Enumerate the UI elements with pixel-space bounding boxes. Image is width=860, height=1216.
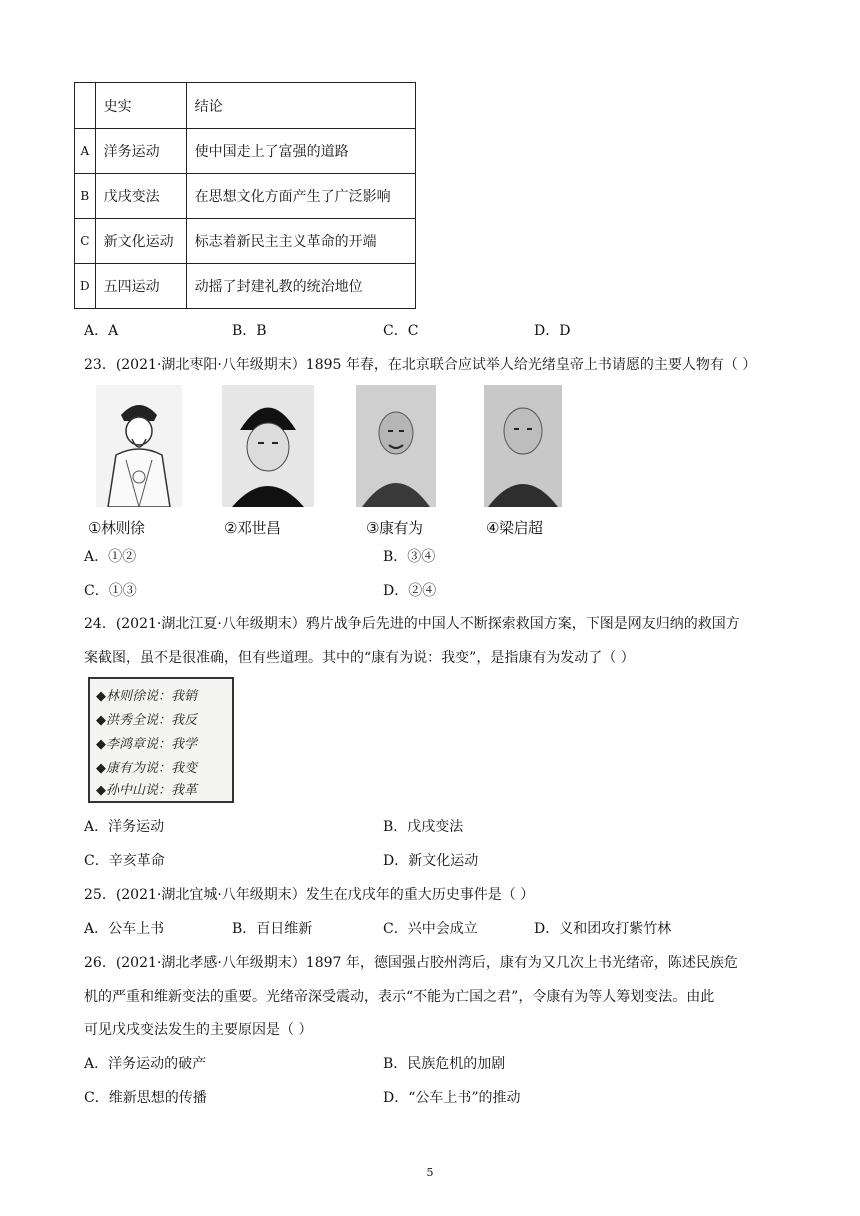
row-label: B xyxy=(75,174,96,219)
table-row xyxy=(75,129,416,174)
caption-kang-youwei: ③康有为 xyxy=(366,519,423,537)
q24-option-a: A．洋务运动 xyxy=(84,819,165,835)
table-row xyxy=(75,219,416,264)
table-row xyxy=(75,264,416,309)
table-header-row xyxy=(75,83,416,129)
q22-option-d: D．D xyxy=(534,323,571,339)
history-table xyxy=(74,82,416,309)
table-header-fact: 史实 xyxy=(95,83,186,129)
q24-option-b: B．戊戌变法 xyxy=(383,819,464,835)
portrait-lin-zexu xyxy=(96,385,182,507)
row-fact: 新文化运动 xyxy=(95,219,186,264)
q26-option-a: A．洋务运动的破产 xyxy=(84,1056,207,1072)
q26-option-c: C．维新思想的传播 xyxy=(84,1090,207,1106)
q22-option-a: A．A xyxy=(84,323,119,339)
q24-option-d: D．新文化运动 xyxy=(383,853,479,869)
portrait-deng-shichang xyxy=(222,385,314,507)
q23-option-a: A．①② xyxy=(84,549,137,565)
q26-stem-line3: 可见戊戌变法发生的主要原因是（ ） xyxy=(84,1022,313,1038)
box-line: ◆洪秀全说：我反 xyxy=(96,713,197,728)
row-label: D xyxy=(75,264,96,309)
q25-stem: 25．(2021·湖北宜城·八年级期末）发生在戊戌年的重大历史事件是（ ） xyxy=(84,887,535,903)
q22-option-b: B．B xyxy=(232,323,267,339)
q26-stem-line2: 机的严重和维新变法的重要。光绪帝深受震动，表示“不能为亡国之君”，令康有为等人筹划变法。由此 xyxy=(84,989,715,1005)
row-fact: 洋务运动 xyxy=(95,129,186,174)
salvation-plan-screenshot xyxy=(88,677,234,803)
q22-option-c: C．C xyxy=(383,323,419,339)
row-conclusion: 标志着新民主主义革命的开端 xyxy=(186,219,415,264)
row-conclusion: 动摇了封建礼教的统治地位 xyxy=(186,264,415,309)
row-conclusion: 在思想文化方面产生了广泛影响 xyxy=(186,174,415,219)
q25-option-b: B．百日维新 xyxy=(232,921,313,937)
caption-liang-qichao: ④梁启超 xyxy=(486,519,543,537)
q25-option-c: C．兴中会成立 xyxy=(383,921,478,937)
q25-option-d: D．义和团攻打紫竹林 xyxy=(534,921,672,937)
row-label: A xyxy=(75,129,96,174)
q23-option-d: D．②④ xyxy=(383,583,437,599)
q26-option-b: B．民族危机的加剧 xyxy=(383,1056,506,1072)
box-line: ◆李鸿章说：我学 xyxy=(96,737,197,752)
q23-option-c: C．①③ xyxy=(84,583,137,599)
page-number: 5 xyxy=(426,1166,434,1179)
row-fact: 戊戌变法 xyxy=(95,174,186,219)
box-line: ◆孙中山说：我革 xyxy=(96,783,197,798)
q25-option-a: A．公车上书 xyxy=(84,921,165,937)
caption-lin-zexu: ①林则徐 xyxy=(88,519,145,537)
portrait-kang-youwei xyxy=(356,385,436,507)
caption-deng-shichang: ②邓世昌 xyxy=(224,519,281,537)
q23-stem: 23．(2021·湖北枣阳·八年级期末）1895 年春，在北京联合应试举人给光绪皇帝上书请愿的主要人物有（ ） xyxy=(84,357,757,373)
q26-option-d: D．“公车上书”的推动 xyxy=(383,1090,521,1106)
q24-stem-line1: 24．(2021·湖北江夏·八年级期末）鸦片战争后先进的中国人不断探索救国方案，下图是网友归纳的救国方 xyxy=(84,616,740,632)
table-header-conclusion: 结论 xyxy=(186,83,415,129)
q24-option-c: C．辛亥革命 xyxy=(84,853,165,869)
table-header-label xyxy=(75,83,96,129)
box-line: ◆林则徐说：我销 xyxy=(96,689,197,704)
row-fact: 五四运动 xyxy=(95,264,186,309)
q24-stem-line2: 案截图，虽不是很准确，但有些道理。其中的“康有为说：我变”，是指康有为发动了（ ） xyxy=(84,650,635,666)
portrait-liang-qichao xyxy=(484,385,562,507)
box-line: ◆康有为说：我变 xyxy=(96,761,197,776)
row-label: C xyxy=(75,219,96,264)
row-conclusion: 使中国走上了富强的道路 xyxy=(186,129,415,174)
q26-stem-line1: 26．(2021·湖北孝感·八年级期末）1897 年，德国强占胶州湾后，康有为又几次上书光绪帝，陈述民族危 xyxy=(84,955,738,971)
q23-option-b: B．③④ xyxy=(383,549,436,565)
table-row xyxy=(75,174,416,219)
